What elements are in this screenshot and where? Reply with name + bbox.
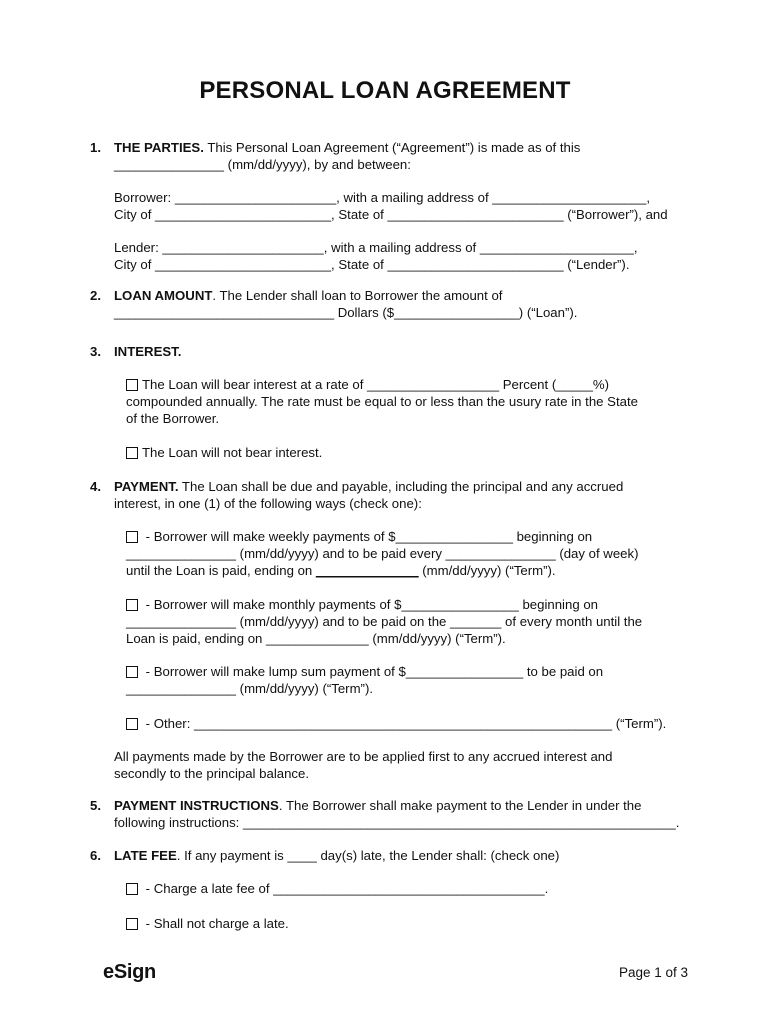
- interest-none-checkbox[interactable]: [126, 447, 138, 459]
- no-late-fee-text: - Shall not charge a late.: [142, 916, 289, 931]
- parties-date-line: _______________ (mm/dd/yyyy), by and between:: [114, 157, 411, 172]
- no-late-fee-checkbox[interactable]: [126, 918, 138, 930]
- section-number: 6.: [90, 848, 101, 863]
- section-payment: [90, 478, 690, 512]
- section-parties: [90, 139, 690, 273]
- section-number: 5.: [90, 798, 101, 813]
- parties-text: This Personal Loan Agreement (“Agreement”) is made as of this: [203, 140, 581, 155]
- late-fee-option-charge: [126, 880, 686, 897]
- payment-application: [90, 748, 690, 782]
- loan-amount-line: ______________________________ Dollars ($_________________) (“Loan”).: [114, 305, 578, 320]
- lender-line-1: Lender: ______________________, with a mailing address of _____________________,: [114, 240, 638, 255]
- application-line-2: secondly to the principal balance.: [114, 766, 310, 781]
- payment-option-lump-sum: [126, 663, 686, 697]
- instructions-text: . The Borrower shall make payment to the Lender in under the: [278, 798, 642, 813]
- interest-bear-text: The Loan will bear interest at a rate of __________________ Percent (_____%): [142, 377, 610, 392]
- late-fee-text: . If any payment is ____ day(s) late, the Lender shall: (check one): [176, 848, 560, 863]
- instructions-line-2: following instructions: ___________________________________________________________.: [114, 815, 680, 830]
- other-checkbox[interactable]: [126, 718, 138, 730]
- loan-amount-text: . The Lender shall loan to Borrower the amount of: [212, 288, 503, 303]
- interest-bear-line-3: of the Borrower.: [126, 411, 220, 426]
- section-number: 3.: [90, 344, 101, 359]
- weekly-end-date-blank: ______________: [315, 563, 419, 578]
- payment-line-2: interest, in one (1) of the following ways (check one):: [114, 496, 422, 511]
- weekly-checkbox[interactable]: [126, 531, 138, 543]
- lump-sum-line-2: _______________ (mm/dd/yyyy) (“Term”).: [126, 681, 374, 696]
- interest-bear-line-2: compounded annually. The rate must be equal to or less than the usury rate in the State: [126, 394, 638, 409]
- payment-text: The Loan shall be due and payable, including the principal and any accrued: [178, 479, 624, 494]
- lump-sum-checkbox[interactable]: [126, 666, 138, 678]
- monthly-line-1: - Borrower will make monthly payments of $________________ beginning on: [142, 597, 598, 612]
- payment-option-weekly: [126, 528, 686, 579]
- interest-option-none: [126, 444, 686, 461]
- charge-late-fee-text: - Charge a late fee of _____________________________________.: [142, 881, 549, 896]
- payment-option-monthly: [126, 596, 686, 647]
- section-heading: THE PARTIES.: [114, 140, 204, 155]
- section-payment-instructions: [90, 797, 690, 831]
- lender-line-2: City of ________________________, State of ________________________ (“Lender”).: [114, 257, 630, 272]
- application-line-1: All payments made by the Borrower are to be applied first to any accrued interest and: [114, 749, 613, 764]
- document-title: PERSONAL LOAN AGREEMENT: [199, 77, 571, 104]
- section-heading: INTEREST.: [114, 344, 182, 359]
- monthly-line-3: Loan is paid, ending on ______________ (mm/dd/yyyy) (“Term”).: [126, 631, 506, 646]
- interest-option-bear: [126, 376, 686, 427]
- section-interest: [90, 343, 690, 360]
- esign-logo: eSign: [103, 961, 156, 983]
- borrower-line-2: City of ________________________, State of ________________________ (“Borrower”), and: [114, 207, 668, 222]
- section-heading: LATE FEE: [114, 848, 177, 863]
- section-late-fee: [90, 847, 690, 864]
- section-loan-amount: [90, 287, 690, 321]
- section-number: 4.: [90, 479, 101, 494]
- page-number: Page 1 of 3: [618, 965, 688, 980]
- section-heading: LOAN AMOUNT: [114, 288, 213, 303]
- section-number: 1.: [90, 140, 101, 155]
- section-number: 2.: [90, 288, 101, 303]
- weekly-line-2: _______________ (mm/dd/yyyy) and to be paid every _______________ (day of week): [126, 546, 639, 561]
- lump-sum-line-1: - Borrower will make lump sum payment of $________________ to be paid on: [142, 664, 604, 679]
- interest-none-text: The Loan will not bear interest.: [142, 445, 323, 460]
- borrower-line-1: Borrower: ______________________, with a mailing address of _____________________,: [114, 190, 650, 205]
- monthly-line-2: _______________ (mm/dd/yyyy) and to be paid on the _______ of every month until the: [126, 614, 643, 629]
- interest-bear-checkbox[interactable]: [126, 379, 138, 391]
- weekly-line-3: until the Loan is paid, ending on: [126, 563, 316, 578]
- monthly-checkbox[interactable]: [126, 599, 138, 611]
- late-fee-option-none: [126, 915, 686, 932]
- charge-late-fee-checkbox[interactable]: [126, 883, 138, 895]
- section-heading: PAYMENT.: [114, 479, 179, 494]
- payment-option-other: [126, 715, 686, 732]
- other-line: - Other: _________________________________________________________ (“Term”).: [142, 716, 667, 731]
- weekly-line-1: - Borrower will make weekly payments of $________________ beginning on: [142, 529, 593, 544]
- section-heading: PAYMENT INSTRUCTIONS: [114, 798, 279, 813]
- weekly-line-3-end: (mm/dd/yyyy) (“Term”).: [418, 563, 556, 578]
